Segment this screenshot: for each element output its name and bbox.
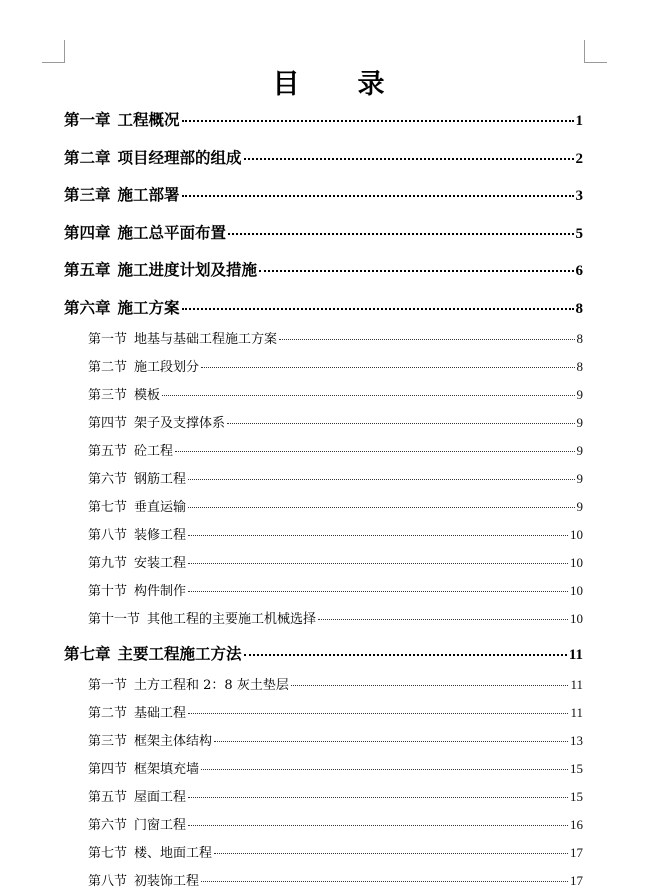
toc-entry-number: 第十节 xyxy=(88,583,128,599)
toc-entry-title xyxy=(64,296,180,318)
toc-page-number: 6 xyxy=(575,263,583,279)
toc-page-number: 15 xyxy=(570,788,583,804)
dot-leader xyxy=(259,269,573,272)
toc-section-entry[interactable] xyxy=(88,786,583,805)
toc-page-number: 17 xyxy=(570,872,583,888)
toc-entry-number: 第一节 xyxy=(88,677,128,693)
toc-page-number: 9 xyxy=(576,470,583,486)
toc-entry-number: 第五章 xyxy=(64,260,111,279)
toc-page-number: 9 xyxy=(576,498,583,514)
dot-leader xyxy=(188,534,568,536)
dot-leader xyxy=(188,506,574,508)
toc-entry-number: 第六节 xyxy=(88,471,128,487)
dot-leader xyxy=(188,712,568,714)
toc-entry-title xyxy=(88,384,160,403)
toc-entry-title xyxy=(64,183,180,205)
toc-entry-title xyxy=(64,642,242,664)
toc-section-entry[interactable] xyxy=(88,730,583,749)
toc-entry-label: 项目经理部的组成 xyxy=(117,147,242,167)
toc-entry-number: 第三章 xyxy=(64,185,111,204)
toc-section-entry[interactable] xyxy=(88,608,583,627)
toc-section-entry[interactable] xyxy=(88,440,583,459)
toc-page-number: 13 xyxy=(570,732,583,748)
dot-leader xyxy=(201,366,574,368)
page-corner-mark-top-right xyxy=(584,40,607,63)
toc-entry-label: 楼、地面工程 xyxy=(134,845,213,861)
toc-entry-number: 第二章 xyxy=(64,147,111,167)
toc-entry-title xyxy=(88,412,225,431)
toc-entry-label: 地基与基础工程施工方案 xyxy=(134,331,278,347)
toc-page-number: 10 xyxy=(570,582,583,598)
dot-leader xyxy=(188,562,568,564)
toc-page-number: 15 xyxy=(570,760,583,776)
toc-entry-number: 第二节 xyxy=(88,705,128,721)
toc-entry-title xyxy=(88,440,173,459)
toc-section-entry[interactable] xyxy=(88,468,583,487)
dot-leader xyxy=(318,618,568,620)
toc-page-number: 9 xyxy=(576,386,583,402)
dot-leader xyxy=(244,653,567,656)
toc-entry-number: 第二节 xyxy=(88,359,128,375)
dot-leader xyxy=(175,450,574,452)
toc-section-entry[interactable] xyxy=(88,814,583,833)
toc-page-number: 3 xyxy=(575,188,583,204)
toc-entry-label: 基础工程 xyxy=(134,705,187,721)
toc-entry-title xyxy=(88,758,199,777)
toc-entry-label: 装修工程 xyxy=(134,527,187,543)
toc-entry-number: 第五节 xyxy=(88,443,128,459)
toc-entry-title xyxy=(88,730,212,749)
toc-section-entry[interactable] xyxy=(88,496,583,515)
dot-leader xyxy=(188,590,568,592)
dot-leader xyxy=(201,880,568,882)
toc-entry-number: 第一节 xyxy=(88,331,128,347)
toc-entry-label: 门窗工程 xyxy=(134,817,187,833)
toc-entry-title xyxy=(88,552,186,571)
toc-section-entry[interactable] xyxy=(88,842,583,861)
toc-entry-label: 钢筋工程 xyxy=(134,471,187,487)
toc-entry-title xyxy=(88,496,186,515)
toc-entry-label: 框架填充墙 xyxy=(134,761,200,777)
toc-entry-label: 施工方案 xyxy=(117,297,180,317)
toc-entry-label: 其他工程的主要施工机械选择 xyxy=(147,611,317,627)
toc-section-entry[interactable] xyxy=(88,524,583,543)
toc-entry-title xyxy=(88,356,199,375)
toc-entry-number: 第五节 xyxy=(88,789,128,805)
toc-entry-label: 施工进度计划及措施 xyxy=(117,260,258,279)
toc-chapter-entry[interactable] xyxy=(64,108,583,130)
toc-entry-label: 施工总平面布置 xyxy=(117,222,227,242)
toc-entry-title xyxy=(88,468,186,487)
toc-chapter-entry[interactable] xyxy=(64,221,583,243)
toc-entry-number: 第四节 xyxy=(88,415,128,431)
dot-leader xyxy=(214,852,568,854)
toc-section-entry[interactable] xyxy=(88,674,583,693)
toc-entry-title xyxy=(88,786,186,805)
toc-entry-title xyxy=(64,258,257,280)
page-corner-mark-top-left xyxy=(42,40,65,63)
toc-page-number: 11 xyxy=(570,676,583,692)
toc-entry-number: 第六章 xyxy=(64,297,111,317)
toc-page-number: 11 xyxy=(570,704,583,720)
toc-chapter-entry[interactable] xyxy=(64,296,583,318)
dot-leader xyxy=(227,422,574,424)
toc-entry-label: 施工部署 xyxy=(117,185,180,204)
toc-entry-label: 施工段划分 xyxy=(134,359,200,375)
toc-entry-number: 第四章 xyxy=(64,222,111,242)
toc-section-entry[interactable] xyxy=(88,580,583,599)
toc-section-entry[interactable] xyxy=(88,328,583,347)
toc-page-number: 11 xyxy=(568,646,583,663)
toc-entry-number: 第七节 xyxy=(88,499,128,515)
toc-section-entry[interactable] xyxy=(88,758,583,777)
toc-entry-title xyxy=(88,524,186,543)
toc-entry-number: 第八节 xyxy=(88,873,128,889)
toc-section-entry[interactable] xyxy=(88,412,583,431)
toc-chapter-entry[interactable] xyxy=(64,183,583,205)
dot-leader xyxy=(182,307,574,310)
dot-leader xyxy=(182,194,574,197)
toc-section-entry[interactable] xyxy=(88,552,583,571)
dot-leader xyxy=(214,740,568,742)
toc-page-number: 5 xyxy=(575,225,583,242)
toc-entry-label: 安装工程 xyxy=(134,555,187,571)
toc-entry-number: 第九节 xyxy=(88,555,128,571)
toc-title-char-1: 目 xyxy=(272,69,300,100)
dot-leader xyxy=(182,119,574,122)
dot-leader xyxy=(162,394,574,396)
toc-entry-label: 初装饰工程 xyxy=(134,873,200,889)
toc-section-entry[interactable] xyxy=(88,356,583,375)
toc-chapter-entry[interactable] xyxy=(64,146,583,168)
dot-leader xyxy=(244,157,574,160)
toc-page-number: 10 xyxy=(570,610,583,626)
toc-chapter-entry[interactable] xyxy=(64,642,583,664)
toc-entry-label: 构件制作 xyxy=(134,583,187,599)
toc-section-entry[interactable] xyxy=(88,384,583,403)
toc-entry-title xyxy=(88,608,316,627)
toc-page-number: 2 xyxy=(575,150,583,167)
toc-entry-title xyxy=(88,674,289,693)
toc-entry-label: 砼工程 xyxy=(134,443,174,459)
toc-entry-label: 架子及支撑体系 xyxy=(134,415,226,431)
toc-page-number: 9 xyxy=(576,442,583,458)
toc-entry-number: 第七节 xyxy=(88,845,128,861)
toc-entry-number: 第六节 xyxy=(88,817,128,833)
toc-entry-number: 第十一节 xyxy=(88,611,141,627)
toc-entry-label: 框架主体结构 xyxy=(134,733,213,749)
toc-section-entry[interactable] xyxy=(88,870,583,889)
toc-entry-number: 第四节 xyxy=(88,761,128,777)
toc-entry-title xyxy=(88,870,199,889)
toc-entry-number: 第八节 xyxy=(88,527,128,543)
toc-entry-title xyxy=(88,842,212,861)
dot-leader xyxy=(188,478,574,480)
toc-entry-label: 土方工程和 2：8 灰土垫层 xyxy=(134,677,289,693)
toc-page-number: 10 xyxy=(570,526,583,542)
dot-leader xyxy=(188,796,568,798)
toc-title-char-2: 录 xyxy=(357,69,385,100)
dot-leader xyxy=(188,824,568,826)
toc-entry-label: 主要工程施工方法 xyxy=(117,643,242,663)
toc-entry-title xyxy=(64,146,242,168)
toc-entry-title xyxy=(64,221,226,243)
toc-entry-number: 第七章 xyxy=(64,643,111,663)
toc-entry-title xyxy=(88,814,186,833)
toc-page-number: 10 xyxy=(570,554,583,570)
toc-page-number: 8 xyxy=(576,358,583,374)
dot-leader xyxy=(279,338,574,340)
toc-entry-number: 第一章 xyxy=(64,110,111,129)
dot-leader xyxy=(228,232,573,235)
toc-page-number: 17 xyxy=(570,844,583,860)
toc-chapter-entry[interactable] xyxy=(64,258,583,280)
toc-entry-label: 模板 xyxy=(134,387,161,403)
toc-entry-title xyxy=(64,108,180,130)
toc-entry-title xyxy=(88,328,277,347)
toc-entry-label: 垂直运输 xyxy=(134,499,187,515)
toc-page-number: 1 xyxy=(575,113,583,129)
toc-section-entry[interactable] xyxy=(88,702,583,721)
toc-entry-title xyxy=(88,580,186,599)
toc-page-number: 9 xyxy=(576,414,583,430)
toc-page-number: 8 xyxy=(576,330,583,346)
toc-entry-number: 第三节 xyxy=(88,733,128,749)
toc-entry-number: 第三节 xyxy=(88,387,128,403)
dot-leader xyxy=(291,684,569,686)
toc-title xyxy=(0,62,657,101)
toc-entry-title xyxy=(88,702,186,721)
dot-leader xyxy=(201,768,568,770)
toc-page-number: 8 xyxy=(575,300,583,317)
toc-page-number: 16 xyxy=(570,816,583,832)
toc-entry-label: 工程概况 xyxy=(117,110,180,129)
toc-entry-label: 屋面工程 xyxy=(134,789,187,805)
